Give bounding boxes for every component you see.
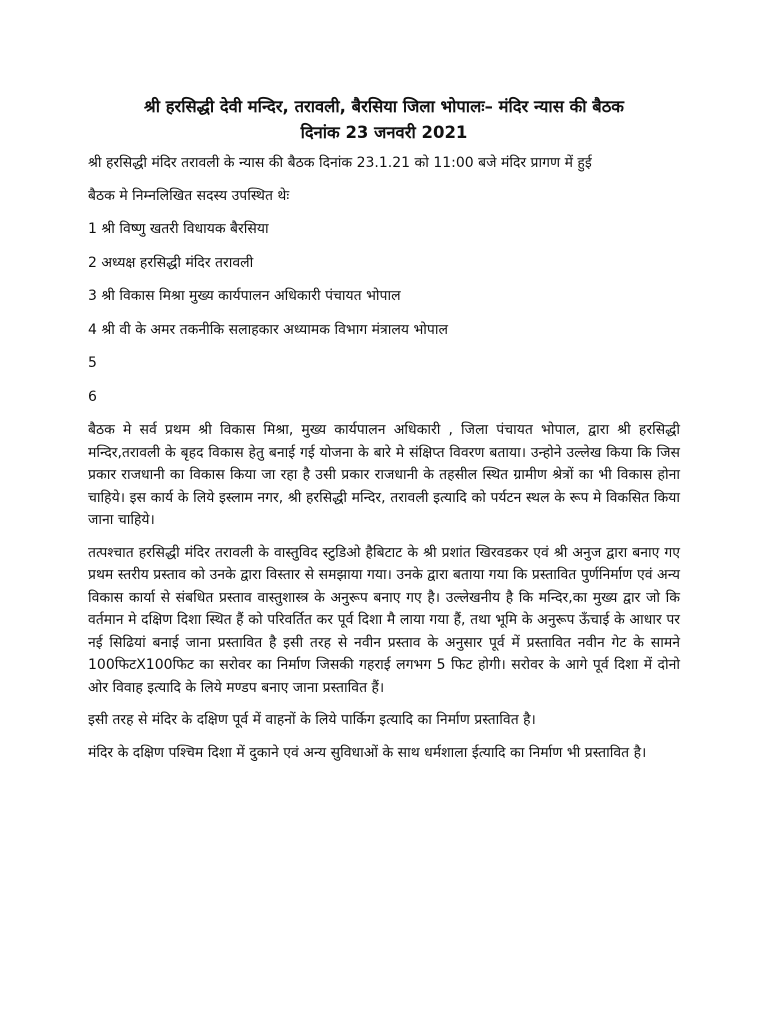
body-paragraph: मंदिर के दक्षिण पश्चिम दिशा में दुकाने एवं अन्य सुविधाओं के साथ धर्मशाला ईत्यादि का निर्माण भी प्रस्तावित है। bbox=[88, 744, 647, 761]
member-item: 2 अध्यक्ष हरसिद्धी मंदिर तरावली bbox=[88, 254, 254, 271]
body-paragraph: इसी तरह से मंदिर के दक्षिण पूर्व में वाहनों के लिये पार्किग इत्यादि का निर्माण प्रस्तावित है। bbox=[88, 712, 536, 728]
title-line-2: दिनांक 23 जनवरी 2021 bbox=[300, 123, 468, 142]
member-item: 5 bbox=[88, 355, 97, 371]
document-page bbox=[88, 94, 680, 774]
intro-paragraph: श्री हरसिद्धी मंदिर तरावली के न्यास की बैठक दिनांक 23.1.21 को 11:00 बजे मंदिर प्रागण में हुई bbox=[88, 155, 592, 171]
members-heading: बैठक मे निम्नलिखित सदस्य उपस्थित थेः bbox=[88, 187, 290, 204]
body-paragraph: बैठक मे सर्व प्रथम श्री विकास मिश्रा, मुख्य कार्यपालन अधिकारी , जिला पंचायत भोपाल, द्वारा श्री हरसिद्धी मन्दिर,तरावली के बृहद विकास हेतु बनाई गई योजना के बारे मे संक्षिप्त विवरण बताया। उन्होने उल्लेख किया कि जिस प्रकार राजधानी का विकास किया जा रहा है उसी प्रकार राजधानी के तहसील स्थित ग्रामीण श्रेत्रों का भी विकास होना चाहिये। इस कार्य के लिये इस्लाम नगर, श्री हरसिद्धी मन्दिर, तरावली इत्यादि को पर्यटन स्थल के रूप मे विकसित किया जाना चाहिये। bbox=[88, 422, 680, 528]
member-item: 1 श्री विष्णु खतरी विधायक बैरसिया bbox=[88, 221, 269, 237]
title-line-1: श्री हरसिद्धी देवी मन्दिर, तरावली, बैरसिया जिला भोपालः– मंदिर न्यास की बैठक bbox=[144, 97, 624, 116]
document-title bbox=[88, 94, 680, 146]
member-item: 4 श्री वी के अमर तकनीकि सलाहकार अध्यामक विभाग मंत्रालय भोपाल bbox=[88, 321, 448, 338]
member-item: 3 श्री विकास मिश्रा मुख्य कार्यपालन अधिकारी पंचायत भोपाल bbox=[88, 288, 401, 304]
member-item: 6 bbox=[88, 388, 97, 405]
body-paragraph: तत्पश्चात हरसिद्धी मंदिर तरावली के वास्तुविद स्टुडिओ हैबिटाट के श्री प्रशांत खिरवडकर एवं श्री अनुज द्वारा बनाए गए प्रथम स्तरीय प्रस्ताव को उनके द्वारा विस्तार से समझाया गया। उनके द्वारा बताया गया कि प्रस्तावित पुर्णनिर्माण एवं अन्य विकास कार्या से संबधित प्रस्ताव वास्तुशास्त्र के अनुरूप बनाए गए है। उल्लेखनीय है कि मन्दिर,का मुख्य द्वार जो कि वर्तमान मे दक्षिण दिशा स्थित हैं को परिवर्तित कर पूर्व दिशा मै लाया गया हैं, तथा भूमि के अनुरूप ऊँचाई के आधार पर नई सिढियां बनाई जाना प्रस्तावित है इसी तरह से नवीन प्रस्ताव के अनुसार पूर्व में प्रस्तावित नवीन गेट के सामने 100फिटX100फिट का सरोवर का निर्माण जिसकी गहराई लगभग 5 फिट होगी। सरोवर के आगे पूर्व दिशा में दोनो ओर विवाह इत्यादि के लिये मण्डप बनाए जाना प्रस्तावित हैं। bbox=[88, 544, 680, 696]
